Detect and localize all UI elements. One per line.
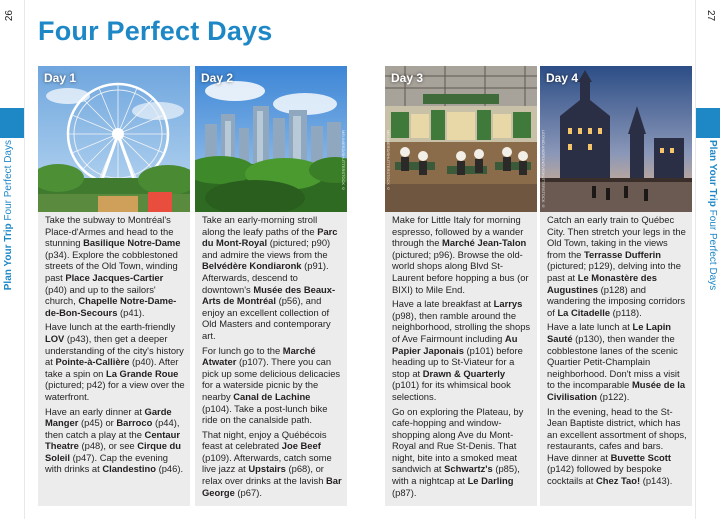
day-body <box>202 214 342 501</box>
paragraph: That night, enjoy a Québécois feast at celebrated Joe Beef (p109). Afterwards, catch some live jazz at Upstairs (p68), or relax over drinks at the lavish Bar George (p67). <box>202 428 342 498</box>
place-name: La Grande Roue <box>105 367 179 379</box>
place-name: Pointe-à-Callière <box>55 356 130 368</box>
paragraph: Make for Little Italy for morning espresso, followed by a wander through the Marché Jean-Talon (pictured; p96). Browse the old-world shops along Blvd St-Laurent before hopping a bus (or BIXI) to Mile End. <box>392 214 529 295</box>
paragraph: In the evening, head to the St-Jean Baptiste district, which has an excellent assortment of shops, restaurants, cafes and bars. Have dinner at Buvette Scott (p142) followed by bespoke cocktails at Chez Tao! (p143). <box>547 405 687 487</box>
place-name: Belvédère Kondiaronk <box>202 260 302 272</box>
place-name: Marché Atwater <box>202 344 316 368</box>
place-name: Joe Beef <box>281 440 321 452</box>
day-label: Day 1 <box>44 71 77 85</box>
side-chapter-right: Four Perfect Days <box>707 209 718 291</box>
paragraph: Have lunch at the earth-friendly LOV (p43), then get a deeper understanding of the city's history at Pointe-à-Callière (p40). After take a spin on La Grande Roue (pictured; p42) for a view over the waterfront. <box>45 321 185 402</box>
place-name: Clandestino <box>102 463 156 475</box>
side-section-right: Plan Your Trip <box>707 140 718 207</box>
day-label: Day 3 <box>391 71 424 85</box>
photo-credit: MEUNIERD/SHUTTERSTOCK © <box>341 130 346 192</box>
photo-quebec <box>540 66 692 212</box>
day-label: Day 2 <box>201 71 234 85</box>
place-name: Au Papier Japonais <box>392 332 518 356</box>
side-tab-right <box>696 108 720 138</box>
paragraph: Go on exploring the Plateau, by cafe-hopping and window-shopping along Ave du Mont-Royal and Rue St-Denis. That night, bite into a smoked meat sandwich at Schwartz's (p85), with a nightcap at Le Darling (p87). <box>392 405 524 498</box>
place-name: Canal de Lachine <box>233 390 311 402</box>
photo-market <box>385 66 537 212</box>
page-number-right: 27 <box>705 10 716 22</box>
side-chapter-left: Four Perfect Days <box>3 140 14 221</box>
ferris-wheel-image <box>38 66 190 212</box>
day-body <box>45 214 185 478</box>
place-name: Buvette Scott <box>610 451 672 463</box>
market-image <box>385 66 537 212</box>
day-card-1 <box>38 66 190 506</box>
page-number-left: 26 <box>4 10 15 22</box>
side-section-left: Plan Your Trip <box>3 223 14 291</box>
place-name: La Citadelle <box>557 306 611 318</box>
place-name: Centaur Theatre <box>45 428 180 452</box>
quebec-image <box>540 66 692 212</box>
place-name: Le Darling <box>467 475 514 487</box>
day-label: Day 4 <box>546 71 579 85</box>
place-name: Garde Manger <box>45 405 172 429</box>
place-name: Cirque du Soleil <box>45 440 181 463</box>
place-name: Terrasse Dufferin <box>584 248 661 260</box>
place-name: Musée de la Civilisation <box>547 379 686 402</box>
photo-credit: MEUNIERD/SHUTTERSTOCK © <box>386 130 391 192</box>
place-name: Basilique Notre-Dame <box>83 237 181 249</box>
paragraph: Take an early-morning stroll along the leafy paths of the Parc du Mont-Royal (pictured; p90) and admire the views from the Belvédère Kondiaronk (p91). Afterwards, descend to downtown's Musée des Beaux-Arts de Montréal (p56), and enjoy an excellent collection of Old Masters and contemporary art. <box>202 214 338 341</box>
skyline-image <box>195 66 347 212</box>
place-name: Place Jacques-Cartier <box>65 271 164 283</box>
paragraph: Have a late lunch at Le Lapin Sauté (p130), then wander the cobblestone lanes of the scenic Quartier Petit-Champlain neighborhood. Don't miss a visit to the incomparable Musée de la Civilisation (p122). <box>547 321 686 402</box>
paragraph: Catch an early train to Québec City. Then stretch your legs in the Old Town, taking in the views from the Terrasse Dufferin (pictured; p129), delving into the past at Le Monastère des Augustines (p128) and wandering the imposing corridors of La Citadelle (p118). <box>547 214 686 318</box>
place-name: Larrys <box>493 298 523 310</box>
paragraph: Take the subway to Montréal's Place-d'Armes and head to the stunning Basilique Notre-Dame (p34). Explore the cobblestoned streets of the Old Town, winding past Place Jacques-Cartier (p40) and up to the sailors' church, Chapelle Notre-Dame-de-Bon-Secours (p41). <box>45 214 181 318</box>
place-name: Chez Tao! <box>595 475 641 487</box>
place-name: Barroco <box>116 417 153 429</box>
paragraph: Have an early dinner at Garde Manger (p45) or Barroco (p44), then catch a play at the Centaur Theatre (p48), or see Cirque du Soleil (p47). Cap the evening with drinks at Clandestino (p46). <box>45 405 184 475</box>
page-title: Four Perfect Days <box>38 16 273 46</box>
day-body <box>392 214 532 501</box>
photo-skyline <box>195 66 347 212</box>
place-name: Chapelle Notre-Dame-de-Bon-Secours <box>45 295 177 318</box>
day-card-2 <box>195 66 347 506</box>
place-name: Parc du Mont-Royal <box>202 225 338 249</box>
paragraph: Have a late breakfast at Larrys (p98), then ramble around the neighborhood, strolling the shops of Ave Fairmount including Au Papier Japonais (p101) before heading up to St-Viateur for a stop at Drawn & Quarterly (p101) for its whimsical book selections. <box>392 298 531 402</box>
side-label-left <box>3 140 23 290</box>
place-name: Upstairs <box>248 463 286 475</box>
place-name: Schwartz's <box>444 463 493 475</box>
place-name: Le Monastère des Augustines <box>547 271 657 295</box>
place-name: Drawn & Quarterly <box>422 367 506 379</box>
place-name: Musée des Beaux-Arts de Montréal <box>202 283 336 307</box>
day-card-3 <box>385 66 537 506</box>
place-name: Le Lapin Sauté <box>547 321 672 344</box>
place-name: Marché Jean-Talon <box>442 237 527 249</box>
photo-credit: LEONID ANDRONOV/SHUTTERSTOCK © <box>541 130 546 209</box>
side-tab-left <box>0 108 24 138</box>
day-card-4 <box>540 66 692 506</box>
side-label-right <box>698 140 718 290</box>
place-name: LOV <box>45 332 65 344</box>
place-name: Bar George <box>202 475 342 498</box>
paragraph: For lunch go to the Marché Atwater (p107). There you can pick up some delicious delicacies for a waterside picnic by the nearby Canal de Lachine (p104). Take a post-lunch bike ride on the canalside path. <box>202 344 341 426</box>
photo-ferris-wheel <box>38 66 190 212</box>
day-body <box>547 214 687 490</box>
